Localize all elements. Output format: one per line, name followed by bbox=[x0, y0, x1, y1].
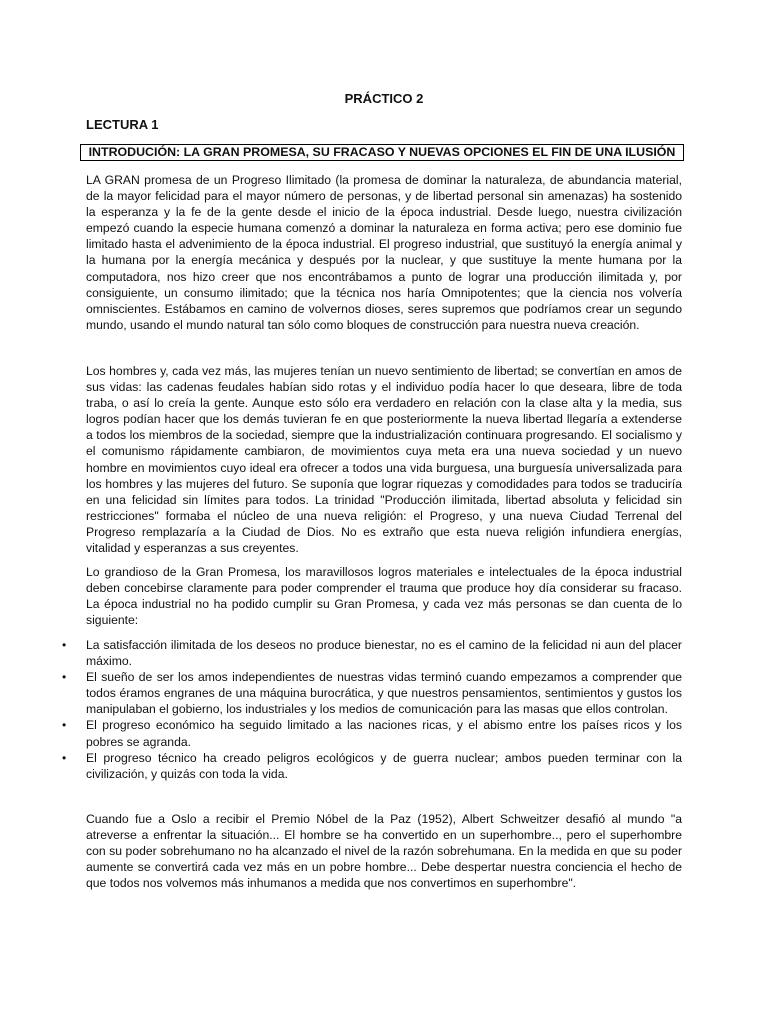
paragraph-3-block bbox=[86, 564, 682, 628]
bullet-text-3: El progreso económico ha seguido limitado a las naciones ricas, y el abismo entre los países ricos y los pobres se agranda. bbox=[86, 718, 682, 749]
bullet-icon: • bbox=[62, 638, 67, 652]
paragraph-3: Lo grandioso de la Gran Promesa, los maravillosos logros materiales e intelectuales de la época industrial deben concebirse claramente para poder comprender el trauma que produce hoy día considerar su fracaso. La época industrial no ha podido cumplir su Gran Promesa, y cada vez más personas se dan cuenta de lo siguiente: bbox=[86, 565, 682, 628]
bullet-item-3 bbox=[62, 717, 682, 749]
document-title: PRÁCTICO 2 bbox=[344, 91, 424, 106]
section-label: LECTURA 1 bbox=[86, 117, 159, 132]
bullet-text-2: El sueño de ser los amos independientes de nuestras vidas terminó cuando empezamos a comprender que todos éramos engranes de una máquina burocrática, y que nuestros pensamientos, sentimientos y gustos los manipulaban el gobierno, los industriales y los medios de comunicación para las masas que ellos controlan. bbox=[86, 670, 682, 717]
paragraph-2-block bbox=[86, 363, 682, 556]
paragraph-1: LA GRAN promesa de un Progreso Ilimitado (la promesa de dominar la naturaleza, de abundancia material, de la mayor felicidad para el mayor número de personas, y de libertad personal sin amenazas) ha sostenido la esperanza y la fe de la gente desde el inicio de la época industrial. Desde luego, nuestra civilización empezó cuando la especie humana comenzó a dominar la naturaleza en forma activa; pero ese dominio fue limitado hasta el advenimiento de la época industrial. El progreso industrial, que sustituyó la energía animal y la humana por la energía mecánica y después por la nuclear, y que sustituye la mente humana por la computadora, nos hizo creer que nos encontrábamos a punto de lograr una producción ilimitada y, por consiguiente, un consumo ilimitado; que la técnica nos haría Omnipotentes; que la ciencia nos volvería omniscientes. Estábamos en camino de volvernos dioses, seres supremos que podríamos crear un segundo mundo, usando el mundo natural tan sólo como bloques de construcción para nuestra nueva creación. bbox=[86, 173, 682, 332]
bullet-item-2 bbox=[62, 669, 682, 717]
paragraph-4-block bbox=[86, 811, 682, 891]
bullet-item-1 bbox=[62, 637, 682, 669]
bullet-item-4 bbox=[62, 750, 682, 782]
paragraph-4: Cuando fue a Oslo a recibir el Premio Nóbel de la Paz (1952), Albert Schweitzer desafió al mundo "a atreverse a enfrentar la situación... El hombre se ha convertido en un superhombre.., pero el superhombre con su poder sobrehumano no ha alcanzado el nivel de la razón sobrehumana. En la medida en que su poder aumente se convertirá cada vez más en un pobre hombre... Debe despertar nuestra conciencia el hecho de que todos nos volvemos más inhumanos a medida que nos convertimos en superhombre". bbox=[86, 812, 682, 891]
bullet-text-4: El progreso técnico ha creado peligros ecológicos y de guerra nuclear; ambos pueden terminar con la civilización, y quizás con toda la vida. bbox=[86, 750, 682, 781]
bullet-icon: • bbox=[62, 750, 67, 765]
bullet-icon: • bbox=[62, 670, 67, 685]
bullet-list bbox=[62, 637, 682, 782]
bullet-text-1: La satisfacción ilimitada de los deseos no produce bienestar, no es el camino de la felicidad ni aun del placer máximo. bbox=[86, 638, 682, 669]
boxed-heading: INTRODUCIÓN: LA GRAN PROMESA, SU FRACASO Y NUEVAS OPCIONES EL FIN DE UNA ILUSIÓN bbox=[80, 144, 684, 161]
paragraph-2: Los hombres y, cada vez más, las mujeres tenían un nuevo sentimiento de libertad; se convertían en amos de sus vidas: las cadenas feudales habían sido rotas y el individuo podía hacer lo que deseara, libre de toda traba, o así lo creía la gente. Aunque esto sólo era verdadero en relación con la clase alta y la media, sus logros podían hacer que los demás tuvieran fe en que posteriormente la nueva libertad llegaría a extenderse a todos los miembros de la sociedad, siempre que la industrialización continuara progresando. El socialismo y el comunismo rápidamente cambiaron, de movimientos cuya meta era una nueva sociedad y un nuevo hombre en movimientos cuyo ideal era ofrecer a todos una vida burguesa, una burguesía universalizada para los hombres y las mujeres del futuro. Se suponía que lograr riquezas y comodidades para todos se traduciría en una felicidad sin límites para todos. La trinidad "Producción ilimitada, libertad absoluta y felicidad sin restricciones" formaba el núcleo de una nueva religión: el Progreso, y una nueva Ciudad Terrenal del Progreso remplazaría a la Ciudad de Dios. No es extraño que esta nueva religión infundiera energías, vitalidad y esperanzas a sus creyentes. bbox=[86, 364, 682, 556]
bullet-icon: • bbox=[62, 718, 67, 733]
paragraph-1-block bbox=[86, 172, 682, 333]
